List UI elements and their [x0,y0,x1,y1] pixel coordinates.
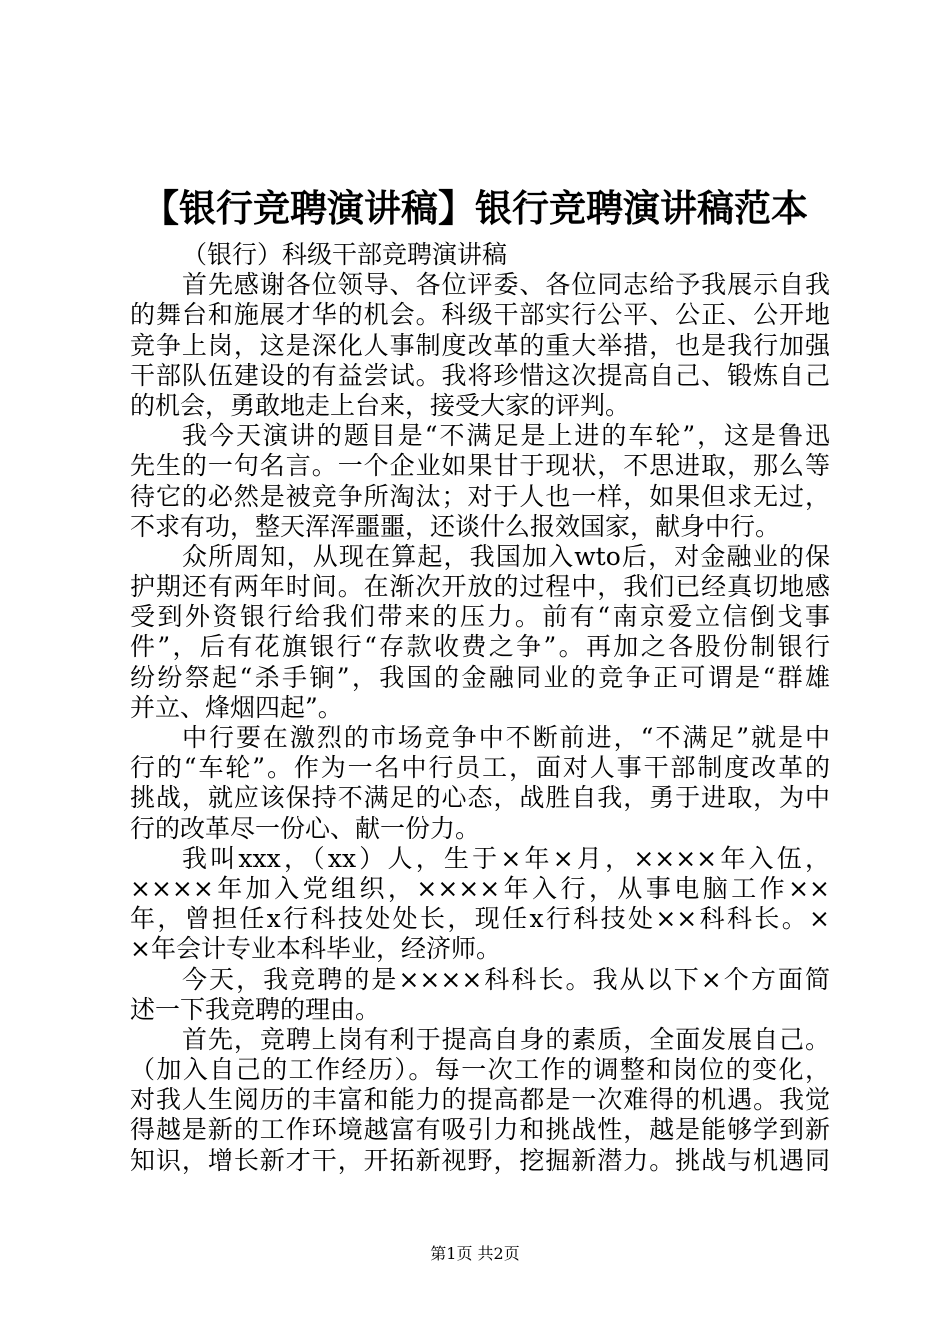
text-line: （加入自己的工作经历）。每一次工作的调整和岗位的变化， [130,1055,830,1085]
page-footer: 第1页 共2页 [430,1244,520,1263]
text-line: 件”，后有花旗银行“存款收费之争”。再加之各股份制银行 [130,632,830,662]
text-line: 知识，增长新才干，开拓新视野，挖掘新潜力。挑战与机遇同 [130,1145,830,1175]
text-line: （银行）科级干部竞聘演讲稿 [182,240,508,269]
text-line: 待它的必然是被竞争所淘汰；对于人也一样，如果但求无过， [130,481,830,511]
text-line: 首先感谢各位领导、各位评委、各位同志给予我展示自我 [182,270,830,300]
text-line: 不求有功，整天浑浑噩噩，还谈什么报效国家，献身中行。 [130,511,781,541]
text-line: ××××年加入党组织，××××年入行，从事电脑工作×× [130,873,830,903]
text-line: 今天，我竞聘的是××××科科长。我从以下×个方面简 [182,964,830,994]
text-line: 的舞台和施展才华的机会。科级干部实行公平、公正、公开地 [130,300,830,330]
text-line: 行的改革尽一份心、献一份力。 [130,813,481,843]
text-line: ×年会计专业本科毕业，经济师。 [130,934,501,964]
text-line: 先生的一句名言。一个企业如果甘于现状，不思进取，那么等 [130,451,830,481]
text-line: 干部队伍建设的有益尝试。我将珍惜这次提高自己、锻炼自己 [130,360,830,390]
text-line: 受到外资银行给我们带来的压力。前有“南京爱立信倒戈事 [130,602,830,632]
text-line: 年，曾担任x行科技处处长，现任x行科技处××科科长。× [130,904,830,934]
text-line: 首先，竞聘上岗有利于提高自身的素质，全面发展自己。 [182,1024,830,1054]
text-line: 我今天演讲的题目是“不满足是上进的车轮”，这是鲁迅 [182,421,830,451]
text-line: 述一下我竞聘的理由。 [130,994,381,1024]
text-line: 对我人生阅历的丰富和能力的提高都是一次难得的机遇。我觉 [130,1085,830,1115]
text-line: 护期还有两年时间。在渐次开放的过程中，我们已经真切地感 [130,572,830,602]
text-line: 并立、烽烟四起”。 [130,692,343,722]
text-line: 挑战，就应该保持不满足的心态，战胜自我，勇于进取，为中 [130,783,830,813]
text-line: 众所周知，从现在算起，我国加入wto后，对金融业的保 [182,541,830,571]
text-line: 中行要在激烈的市场竞争中不断前进，“不满足”就是中 [182,723,830,752]
document-title: 【银行竞聘演讲稿】银行竞聘演讲稿范本 [142,186,808,230]
text-line: 的机会，勇敢地走上台来，接受大家的评判。 [130,390,631,420]
document-body [130,240,830,1176]
text-line: 得越是新的工作环境越富有吸引力和挑战性，越是能够学到新 [130,1115,830,1145]
text-line: 纷纷祭起“杀手锏”，我国的金融同业的竞争正可谓是“群雄 [130,662,830,692]
text-line: 行的“车轮”。作为一名中行员工，面对人事干部制度改革的 [130,753,830,783]
text-line: 竞争上岗，这是深化人事制度改革的重大举措，也是我行加强 [130,330,830,360]
text-line: 我叫xxx，（xx）人，生于×年×月，××××年入伍， [182,843,830,873]
